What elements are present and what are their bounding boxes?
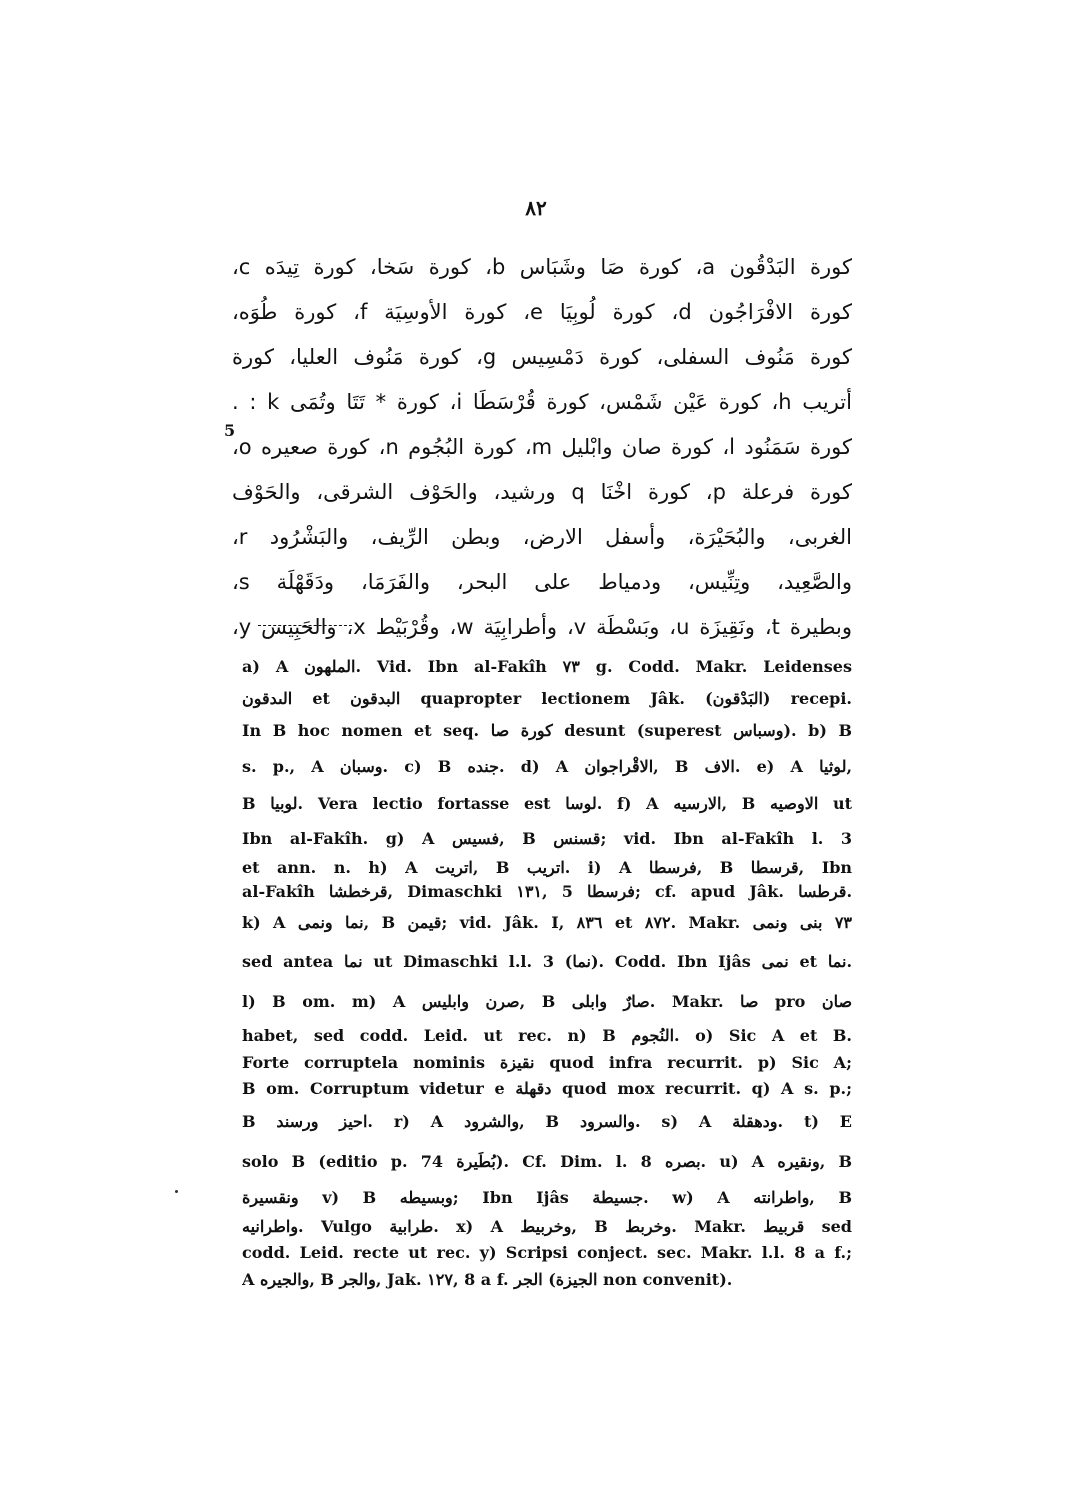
arabic-line: وبطيرة t، ونَقِيزَة u، وبَسْطَة v، وأطرابِيَة w، وقُرْبَيْط x، والحَبِيس y، — [232, 615, 852, 639]
footnote-line: Ibn al-Fakîh. g) A فسيس, B قسنس; vid. Ibn al-Fakîh l. 3 — [242, 829, 852, 848]
footnote-line: Forte corruptela nominis نقيزة quod infra recurrit. p) Sic A; — [242, 1053, 852, 1072]
arabic-line: والصَّعِيد، وتِنِّيس، ودمياط على البحر، والفَرَمَا، ودَقَهْلَة s، — [232, 570, 852, 594]
footnote-line: s. p., A وسبان. c) B جنده. d) A الاقْراجوان, B الاف. e) A لوثيا, — [242, 757, 852, 776]
page-number: ٨٢ — [525, 196, 547, 220]
footnote-line: et ann. n. h) A اتريت, B اتريب. i) A فرسطا, B قرسطا, Ibn — [242, 858, 852, 877]
arabic-text-block — [232, 245, 852, 650]
footnotes-block — [242, 650, 852, 1294]
footnote-line: codd. Leid. recte ut rec. y) Scripsi conject. sec. Makr. l.l. 8 a f.; — [242, 1243, 852, 1262]
footnote-line: B احيز ورسند. r) A والشرود, B والسرود. s) A ودهقلة. t) E — [242, 1112, 852, 1131]
arabic-line: الغربى، والبُحَيْرَة، وأسفل الارض، وبطن الرِّيف، والبَشْرُود r، — [232, 525, 852, 549]
footnote-line: واطرانيه. Vulgo طرابية. x) A وخربيط, B وخربط. Makr. قربيط sed — [242, 1217, 852, 1236]
arabic-line: كورة سَمَنُود l، كورة صان وابْليل m، كورة البُجُوم n، كورة صعيره o، — [232, 435, 852, 459]
footnote-line: B om. Corruptum videtur e دقهلة quod mox recurrit. q) A s. p.; — [242, 1079, 852, 1098]
footnote-line: ونقسيرة v) B وبسيطه; Ibn Ijâs جسيطة. w) A واطرانته, B — [242, 1188, 852, 1207]
arabic-line: كورة فرعلة p، كورة اخْنَا q ورشيد، والحَوْف الشرقى، والحَوْف — [232, 480, 852, 504]
footnote-line: habet, sed codd. Leid. ut rec. n) B النُجوم. o) Sic A et B. — [242, 1026, 852, 1045]
arabic-line: كورة مَنُوف السفلى، كورة دَمْسِيس g، كورة مَنُوف العليا، كورة — [232, 345, 852, 369]
footnote-line: A والجيره, B والجر, Jak. ١٢٧, 8 a f. الجر (الجيزة non convenit). — [242, 1270, 733, 1289]
footnote-line: solo B (editio p. 74 بُطَيرة). Cf. Dim. l. 8 بصره. u) A ونقيره, B — [242, 1152, 852, 1171]
footnote-line: k) A نما ونمى, B قيمن; vid. Jâk. I, ٨٣٦ et ٨٧٢. Makr. ٧٣ بنى ونمى — [242, 913, 852, 932]
footnote-line: B لوبيا. Vera lectio fortasse est لوسا. f) A الارسيه, B الاوصيه ut — [242, 794, 852, 813]
arabic-line: كورة الافْرَاجُون d، كورة لُوبِيَا e، كورة الأوسِيَة f، كورة طُوَه، — [232, 300, 852, 324]
print-speck — [175, 1190, 178, 1193]
footnote-line: In B hoc nomen et seq. كورة صا desunt (superest وسباس). b) B — [242, 721, 852, 740]
footnote-line: a) A الملهون. Vid. Ibn al-Fakîh ٧٣ g. Codd. Makr. Leidenses — [242, 657, 852, 676]
footnote-line: sed antea نما ut Dimaschki l.l. 3 (نما). Codd. Ibn Ijâs نمى et نما. — [242, 952, 852, 971]
line-number-marker: 5 — [224, 421, 236, 440]
footnote-line: l) B om. m) A صرن وابليس, B صارٌ وابلى. Makr. صا pro صان — [242, 992, 852, 1011]
footnote-line: الىدقون et البدقون quapropter lectionem Jâk. (البَدْقون) recepi. — [242, 689, 852, 708]
arabic-line: كورة البَدْقُون a، كورة صَا وشَبَاس b، كورة سَخا، كورة تِيدَه c، — [232, 255, 852, 279]
arabic-line: أتريب h، كورة عَيْن شَمْس، كورة قُرْسَطَا i، كورة * تَتَا وتُمَى k : . — [232, 390, 852, 414]
footnote-separator — [258, 625, 352, 626]
footnote-line: al-Fakîh قرخطشا, Dimaschki ١٣١, 5 فرسطا; cf. apud Jâk. قرطسا. — [242, 882, 852, 901]
